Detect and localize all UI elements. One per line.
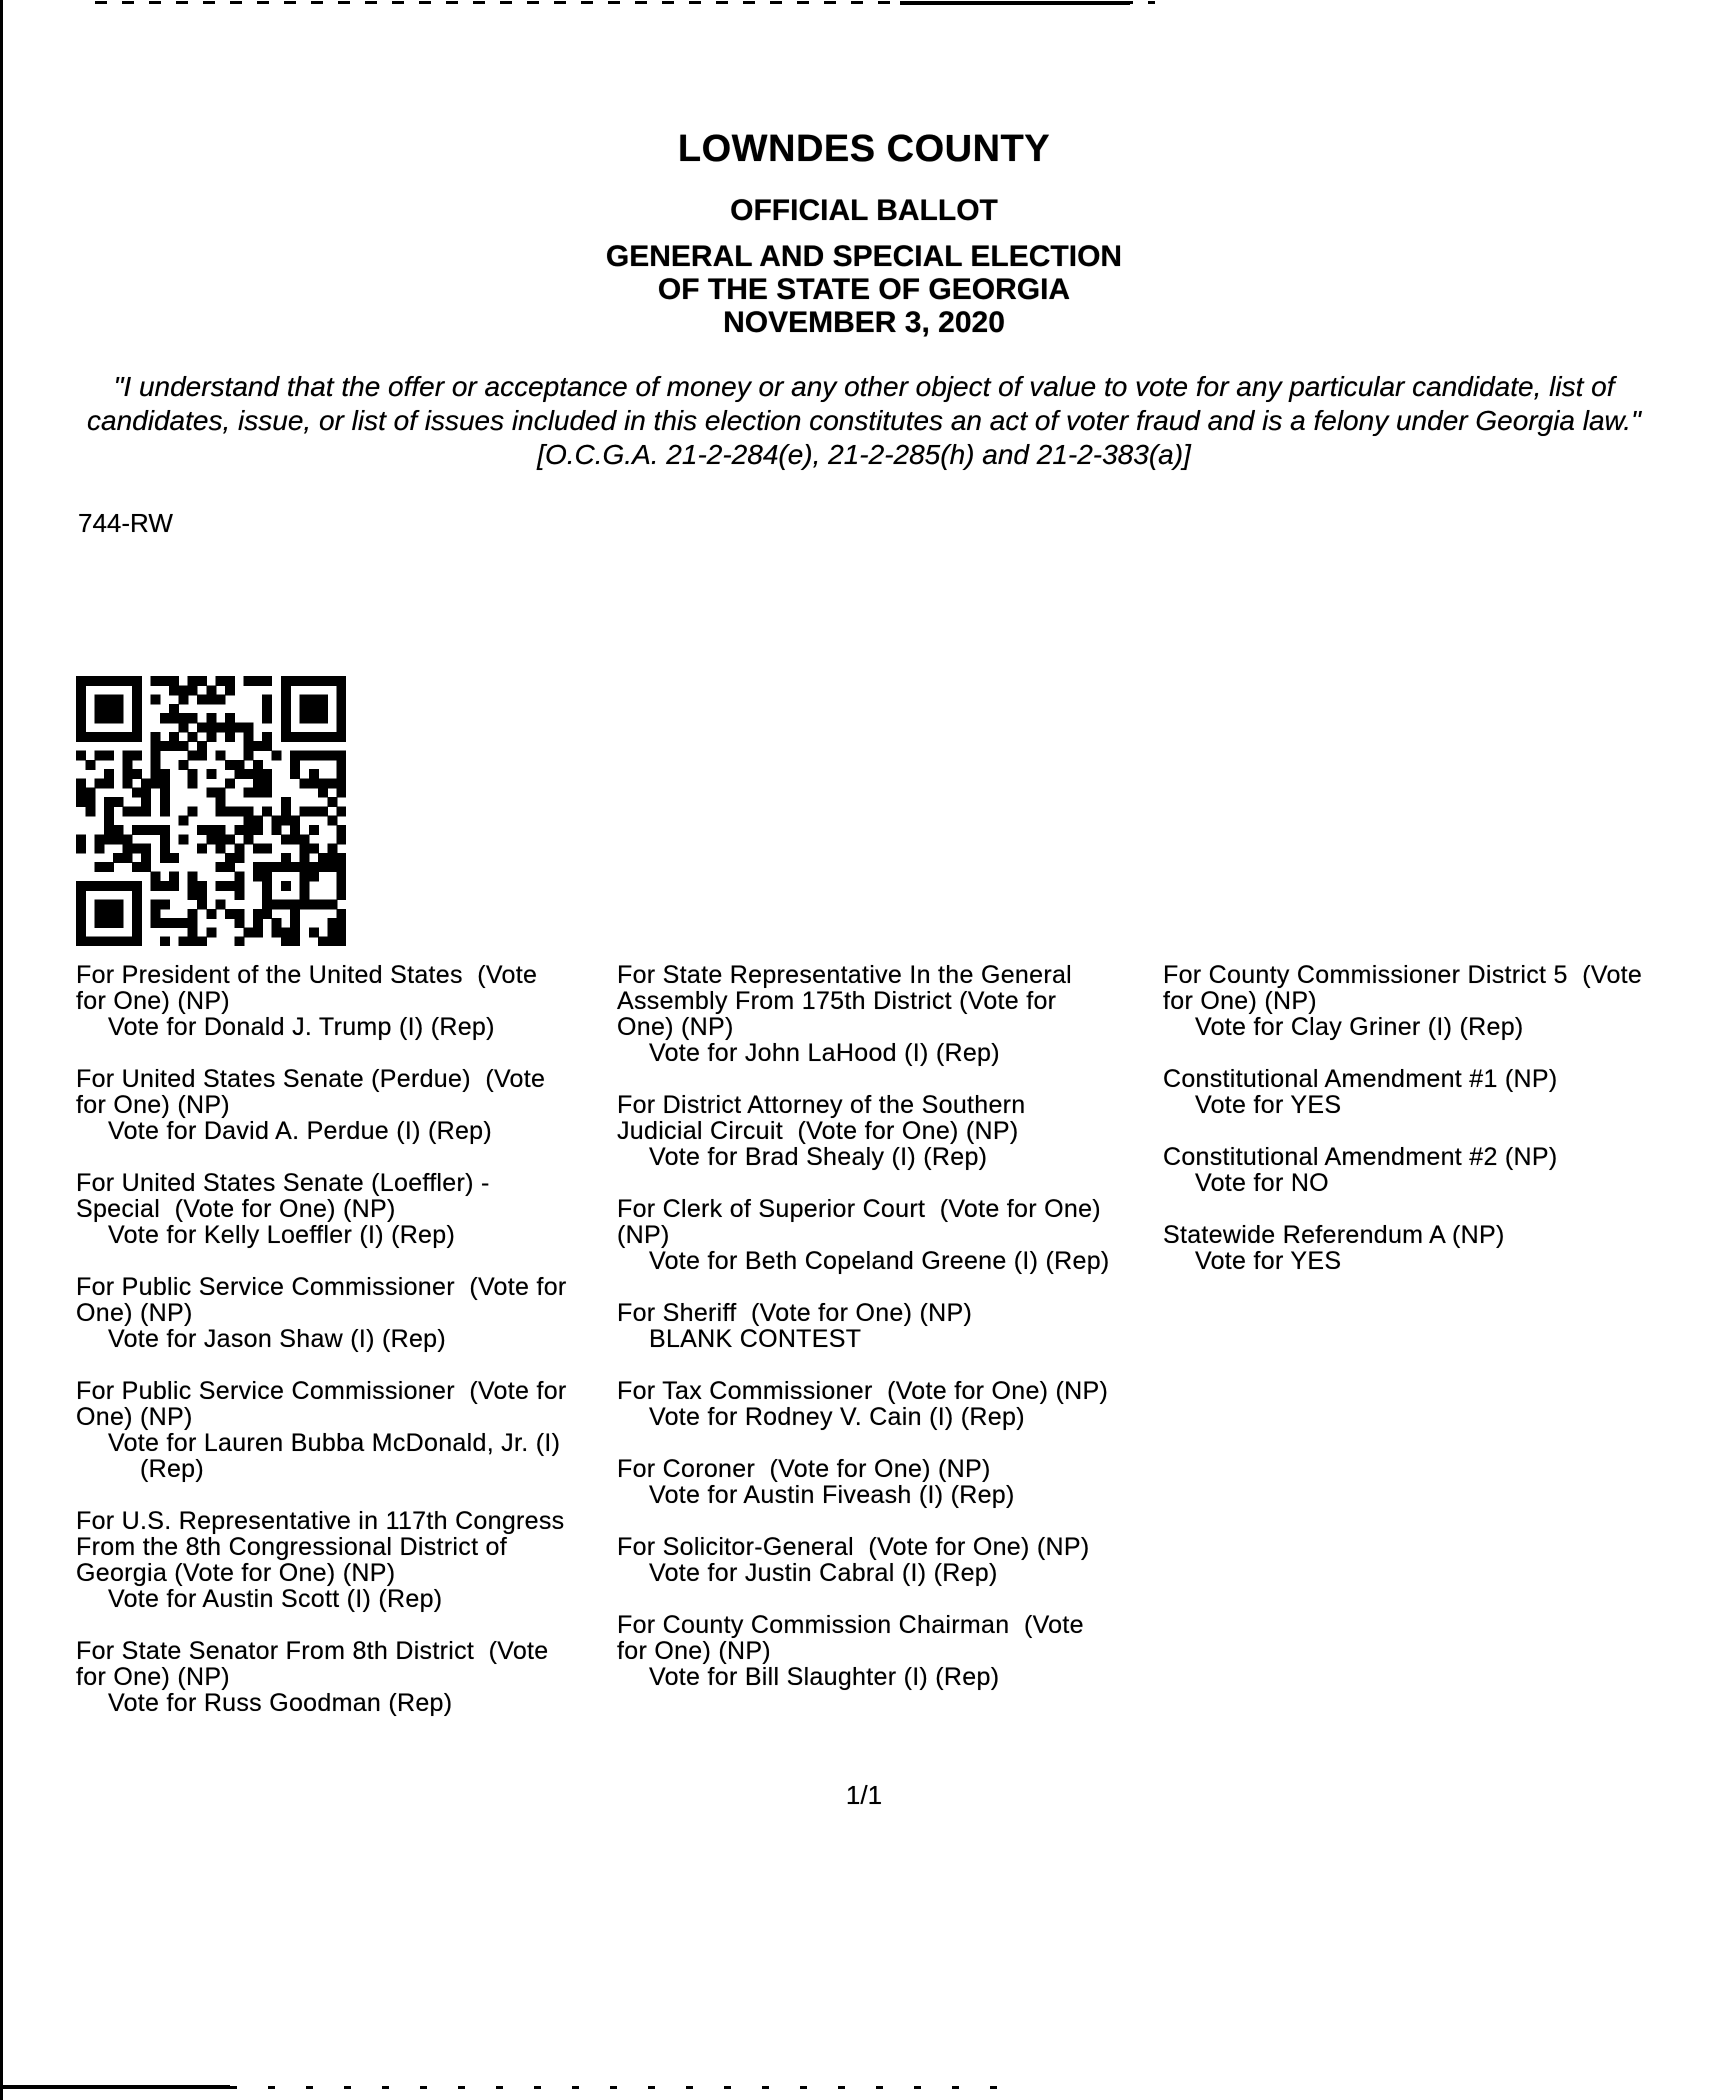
contest-title: For Coroner (Vote for One) (NP) — [617, 1455, 991, 1483]
vote-line: Vote for NO — [1195, 1169, 1329, 1197]
vote-line: Vote for Austin Scott (I) (Rep) — [108, 1585, 443, 1613]
top-edge-solid-segment — [900, 1, 1130, 5]
contest-title: Constitutional Amendment #2 (NP) — [1163, 1143, 1558, 1171]
qr-code — [76, 676, 346, 946]
contest — [617, 962, 1115, 1066]
vote-line: Vote for Justin Cabral (I) (Rep) — [649, 1559, 998, 1587]
contest — [617, 1534, 1115, 1586]
vote-line: Vote for Austin Fiveash (I) (Rep) — [649, 1481, 1015, 1509]
contest-title: For United States Senate (Perdue) (Vote for One) (NP) — [76, 1065, 553, 1119]
vote-line: Vote for YES — [1195, 1091, 1342, 1119]
contest-title: For United States Senate (Loeffler) - Special (Vote for One) (NP) — [76, 1169, 497, 1223]
contest — [1163, 1222, 1663, 1274]
contest-title: For State Representative In the General Assembly From 175th District (Vote for One) (NP) — [617, 961, 1078, 1041]
contest — [76, 1273, 574, 1353]
vote-line: Vote for Russ Goodman (Rep) — [108, 1689, 453, 1717]
ballot-title: OFFICIAL BALLOT — [730, 194, 998, 227]
contest-title: Constitutional Amendment #1 (NP) — [1163, 1065, 1558, 1093]
vote-line: Vote for Beth Copeland Greene (I) (Rep) — [649, 1247, 1110, 1275]
contest — [76, 1170, 568, 1248]
vote-line: BLANK CONTEST — [649, 1325, 862, 1353]
bottom-edge-solid-segment — [0, 2085, 230, 2089]
contest — [617, 1378, 1115, 1430]
contest-column-1 — [76, 961, 574, 1742]
contest — [1163, 1144, 1663, 1196]
vote-line: Vote for Kelly Loeffler (I) (Rep) — [108, 1221, 456, 1249]
contest-title: For Public Service Commissioner (Vote for One) (NP) — [76, 1377, 574, 1431]
vote-line: Vote for YES — [1195, 1247, 1342, 1275]
contest — [617, 1300, 1115, 1352]
election-date-line: NOVEMBER 3, 2020 — [723, 306, 1005, 339]
contest — [1163, 1066, 1663, 1118]
contest-title: For County Commissioner District 5 (Vote for One) (NP) — [1163, 961, 1650, 1015]
vote-line: Vote for David A. Perdue (I) (Rep) — [108, 1117, 492, 1145]
vote-line: Vote for Clay Griner (I) (Rep) — [1195, 1013, 1524, 1041]
contest — [76, 1066, 568, 1144]
contest — [617, 1092, 1115, 1170]
contest-title: For Sheriff (Vote for One) (NP) — [617, 1299, 973, 1327]
ballot-style-code: 744-RW — [78, 508, 173, 538]
contest-title: For Public Service Commissioner (Vote for One) (NP) — [76, 1273, 574, 1327]
contest-title: For President of the United States (Vote for One) (NP) — [76, 961, 545, 1015]
election-title-block — [0, 240, 1728, 339]
contest — [617, 1456, 1115, 1508]
contest-title: For U.S. Representative in 117th Congress From the 8th Congressional District of Georgia (Vote for One) (NP) — [76, 1507, 572, 1587]
vote-line: Vote for Brad Shealy (I) (Rep) — [649, 1143, 988, 1171]
contest-title: For Tax Commissioner (Vote for One) (NP) — [617, 1377, 1109, 1405]
vote-line: Vote for Lauren Bubba McDonald, Jr. (I) (Rep) — [108, 1429, 568, 1483]
contest-title: For District Attorney of the Southern Judicial Circuit (Vote for One) (NP) — [617, 1091, 1033, 1145]
contest-title: For Clerk of Superior Court (Vote for One) (NP) — [617, 1195, 1109, 1249]
contest-column-2 — [617, 962, 1115, 1716]
vote-line: Vote for John LaHood (I) (Rep) — [649, 1039, 1000, 1067]
vote-line: Vote for Rodney V. Cain (I) (Rep) — [649, 1403, 1025, 1431]
page-indicator: 1/1 — [845, 1780, 883, 1810]
contest — [1163, 962, 1663, 1040]
vote-line: Vote for Jason Shaw (I) (Rep) — [108, 1325, 447, 1353]
election-title-line: GENERAL AND SPECIAL ELECTION — [605, 240, 1123, 273]
contest — [76, 1377, 574, 1483]
vote-line: Vote for Bill Slaughter (I) (Rep) — [649, 1663, 1000, 1691]
contest-column-3 — [1163, 962, 1663, 1300]
contest — [76, 1638, 568, 1716]
contest — [76, 1507, 572, 1613]
contest-title: For State Senator From 8th District (Vote for One) (NP) — [76, 1637, 556, 1691]
fraud-disclaimer: "I understand that the offer or acceptance of money or any other object of value to vote for any particular candidate, list of candidates, issue, or list of issues included in this election constitutes an act of voter fraud and is a felony under Georgia law." [O.C.G.A. 21-2-284(e), 21-2-285(h) and 21-2-383(a)] — [87, 371, 1641, 470]
contest-title: For County Commission Chairman (Vote for One) (NP) — [617, 1611, 1092, 1665]
contest-title: For Solicitor-General (Vote for One) (NP) — [617, 1533, 1090, 1561]
vote-line: Vote for Donald J. Trump (I) (Rep) — [108, 1013, 495, 1041]
county-title: LOWNDES COUNTY — [677, 128, 1051, 170]
contest — [617, 1196, 1115, 1274]
bottom-edge-dashed-line — [230, 2086, 1000, 2089]
contest — [76, 962, 568, 1040]
election-title-line: OF THE STATE OF GEORGIA — [657, 273, 1071, 306]
contest-title: Statewide Referendum A (NP) — [1163, 1221, 1505, 1249]
contest — [617, 1612, 1115, 1690]
